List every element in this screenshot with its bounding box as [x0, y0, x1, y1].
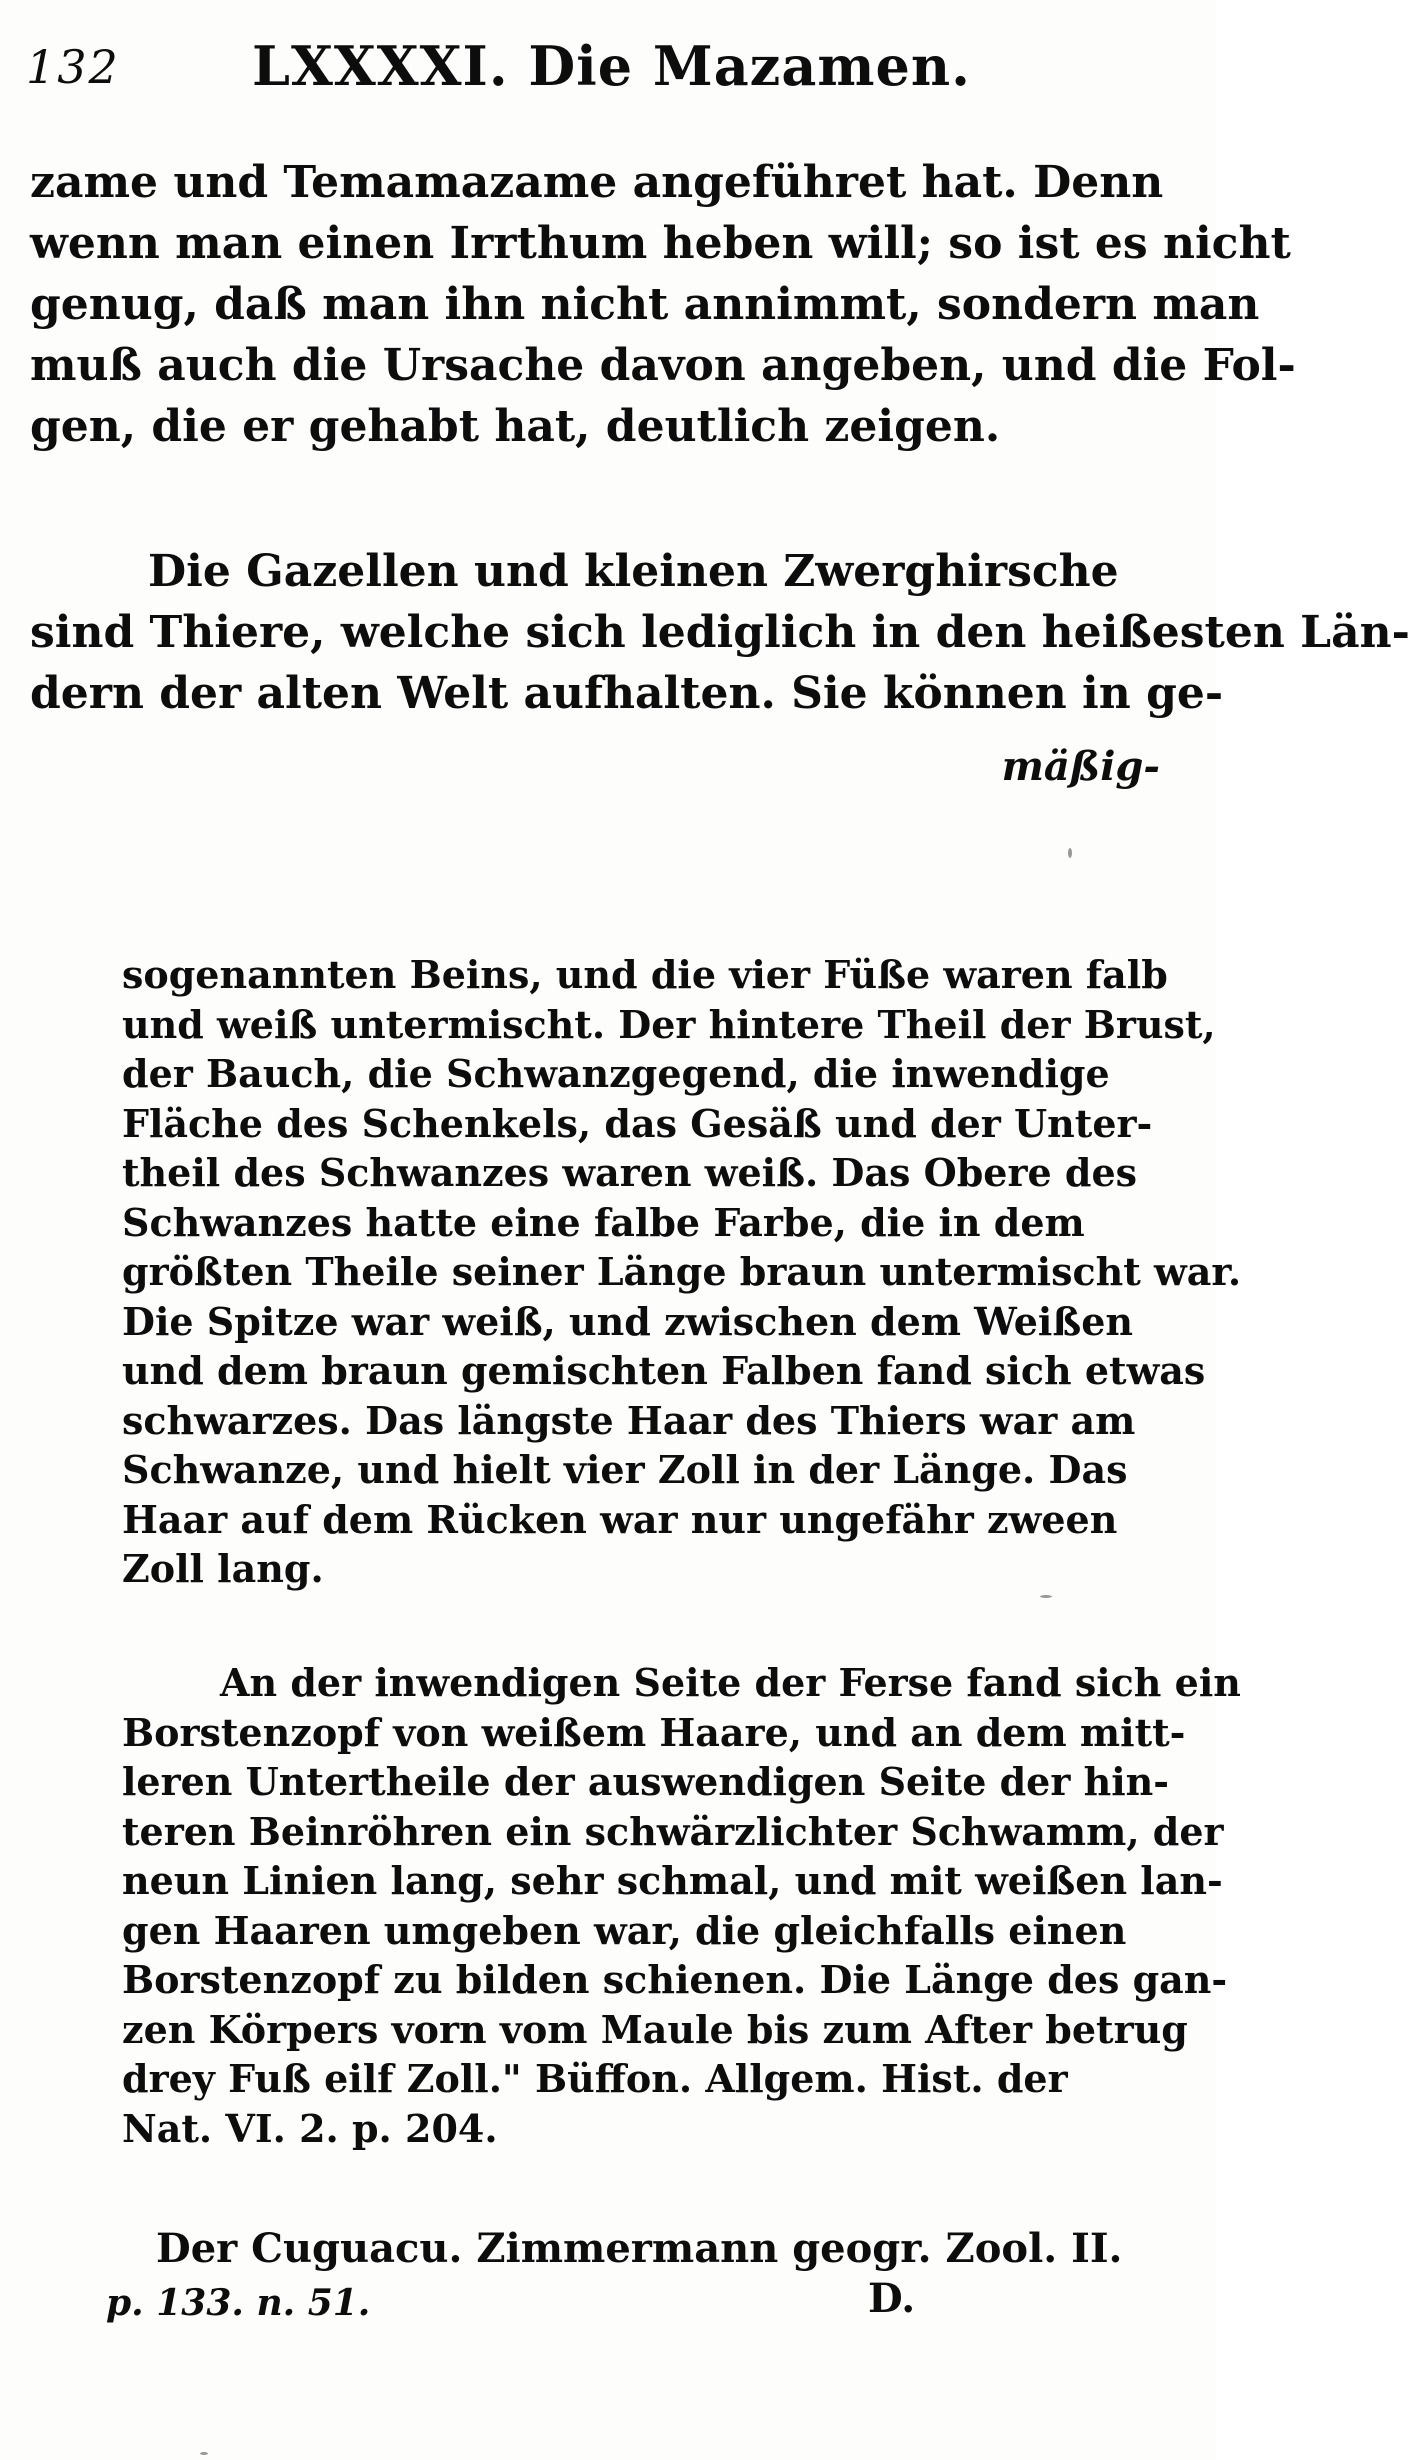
text-line: sind Thiere, welche sich lediglich in den heißesten Län- [30, 607, 1410, 658]
ink-speck [200, 2452, 208, 2455]
running-title: LXXXXI. Die Mazamen. [252, 34, 971, 98]
footnote-line: und weiß untermischt. Der hintere Theil der Brust, [122, 1001, 1216, 1047]
footnote-line: Fläche des Schenkels, das Gesäß und der Unter- [122, 1100, 1153, 1146]
footnote-block-1 [122, 950, 1242, 1594]
text-line: wenn man einen Irrthum heben will; so ist es nicht [30, 218, 1291, 269]
text-line: gen, die er gehabt hat, deutlich zeigen. [30, 401, 1001, 452]
footnote-line: der Bauch, die Schwanzgegend, die inwendige [122, 1051, 1110, 1096]
footnote-block-2 [122, 1658, 1241, 2153]
page-header [26, 34, 1186, 104]
footnote-line: Schwanze, und hielt vier Zoll in der Länge. Das [122, 1447, 1128, 1492]
footnote-line: Nat. VI. 2. p. 204. [122, 2105, 498, 2151]
footnote-line: größten Theile seiner Länge braun untermischt war. [122, 1249, 1242, 1294]
footnote-line: drey Fuß eilf Zoll." Büffon. Allgem. Hist. der [122, 2056, 1068, 2101]
footnote-line: Die Spitze war weiß, und zwischen dem Weißen [122, 1298, 1134, 1344]
footnote-line: Borstenzopf zu bilden schienen. Die Länge des gan- [122, 1957, 1228, 2002]
footnote-line: leren Untertheile der auswendigen Seite der hin- [122, 1759, 1170, 1804]
main-paragraph-2 [30, 541, 1410, 724]
footnote-line: Borstenzopf von weißem Haare, und an dem mitt- [122, 1709, 1186, 1755]
text-line: muß auch die Ursache davon angeben, und die Fol- [30, 340, 1296, 391]
text-line: genug, daß man ihn nicht annimmt, sondern man [30, 279, 1260, 330]
footnote-line: Haar auf dem Rücken war nur ungefähr zween [122, 1496, 1118, 1542]
reference-line: Der Cuguacu. Zimmermann geogr. Zool. II. [156, 2225, 1123, 2272]
footnote-line: sogenannten Beins, und die vier Füße waren falb [122, 952, 1168, 997]
ink-speck [1068, 848, 1072, 858]
text-line: Die Gazellen und kleinen Zwerghirsche [148, 546, 1119, 597]
footnote-line: schwarzes. Das längste Haar des Thiers war am [122, 1397, 1136, 1443]
footnote-line: teren Beinröhren ein schwärzlichter Schwamm, der [122, 1808, 1224, 1854]
footnote-line: theil des Schwanzes waren weiß. Das Obere des [122, 1150, 1138, 1195]
text-line: zame und Temamazame angeführet hat. Denn [30, 157, 1164, 208]
footnote-line: An der inwendigen Seite der Ferse fand sich ein [220, 1660, 1241, 1705]
reference-page-line: p. 133. n. 51. [106, 2282, 371, 2324]
footnote-line: Zoll lang. [122, 1546, 324, 1591]
ink-speck [1040, 1595, 1052, 1598]
footnote-line: Schwanzes hatte eine falbe Farbe, die in dem [122, 1199, 1085, 1245]
footnote-line: und dem braun gemischten Falben fand sich etwas [122, 1348, 1206, 1393]
text-line: dern der alten Welt aufhalten. Sie können in ge- [30, 668, 1224, 719]
footnote-line: gen Haaren umgeben war, die gleichfalls einen [122, 1907, 1127, 1953]
catchword: mäßig- [1001, 743, 1160, 790]
footnote-line: neun Linien lang, sehr schmal, und mit weißen lan- [122, 1858, 1223, 1903]
main-paragraph-1 [30, 152, 1296, 457]
footnote-line: zen Körpers vorn vom Maule bis zum After betrug [122, 2006, 1188, 2052]
page-number: 132 [26, 40, 120, 94]
signature-mark: D. [868, 2275, 916, 2322]
